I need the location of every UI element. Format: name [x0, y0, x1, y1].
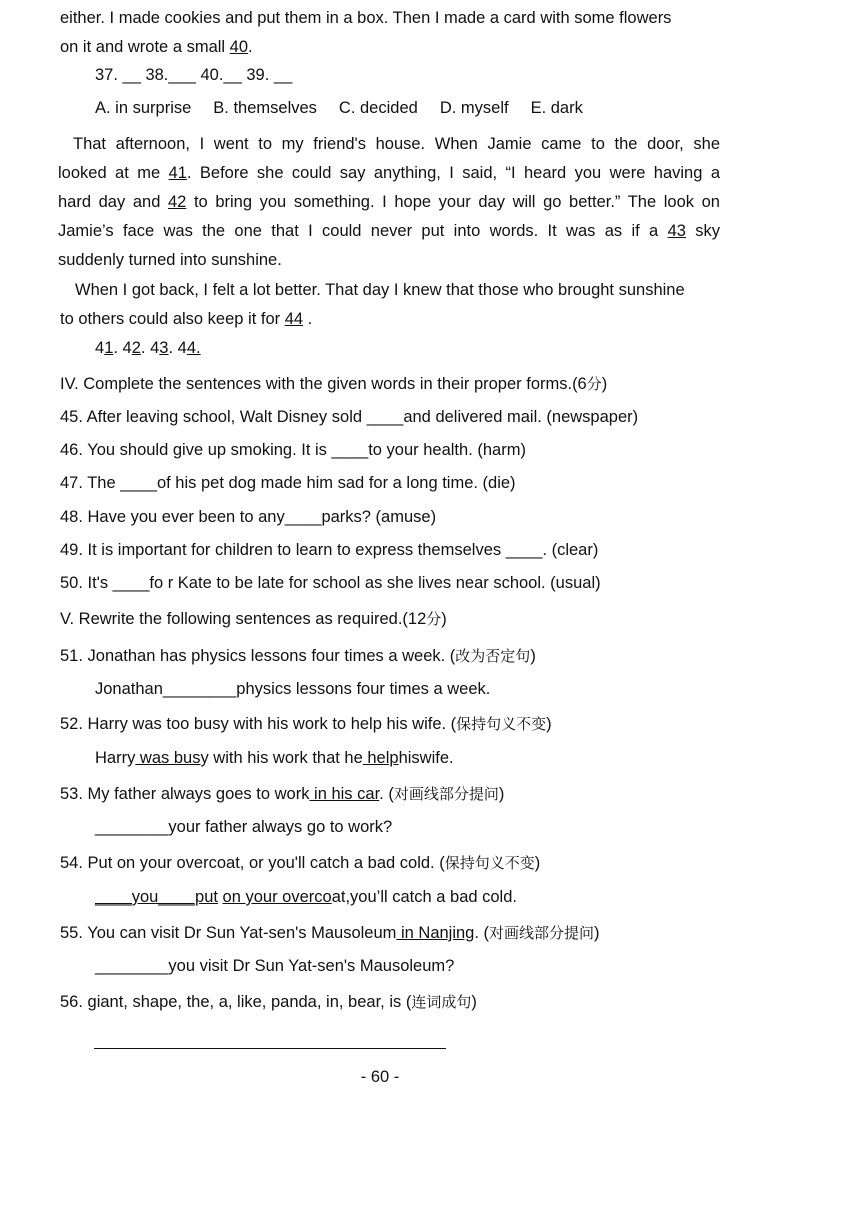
answer-line-56	[94, 1048, 446, 1049]
blank-43: 43	[667, 222, 686, 240]
option-c: C. decided	[338, 99, 418, 117]
paragraph-line: When I got back, I felt a lot better. That day I knew that those who brought sunshine	[75, 281, 685, 299]
page-number: - 60 -	[360, 1068, 400, 1086]
answer-55: ________you visit Dr Sun Yat-sen's Mausoleum?	[95, 957, 455, 975]
paragraph-line: hard day and 42 to bring you something. I hope your day will go better.” The look on	[58, 193, 720, 211]
blank-42: 42	[167, 193, 187, 211]
blank-41: 41	[168, 164, 187, 182]
option-a: A. in surprise	[95, 99, 192, 117]
answer-blanks-37-40: 37. __ 38.___ 40.__ 39. __	[95, 66, 293, 84]
question-55: 55. You can visit Dr Sun Yat-sen's Mausoleum in Nanjing. (对画线部分提问)	[60, 924, 600, 942]
option-e: E. dark	[530, 99, 583, 117]
question-50: 50. It's ____fo r Kate to be late for school as she lives near school. (usual)	[60, 574, 601, 592]
paragraph-line: That afternoon, I went to my friend's house. When Jamie came to the door, she	[73, 135, 720, 153]
answer-53: ________your father always go to work?	[95, 818, 393, 836]
text-line: on it and wrote a small 40.	[60, 38, 253, 56]
option-d: D. myself	[439, 99, 509, 117]
question-54: 54. Put on your overcoat, or you'll catch a bad cold. (保持句义不变)	[60, 854, 541, 872]
option-b: B. themselves	[213, 99, 317, 117]
answer-blanks-41-44: 41. 42. 43. 44.	[95, 339, 201, 357]
question-52: 52. Harry was too busy with his work to help his wife. (保持句义不变)	[60, 715, 552, 733]
paragraph-line: Jamie’s face was the one that I could never put into words. It was as if a 43 sky	[58, 222, 721, 240]
question-51: 51. Jonathan has physics lessons four times a week. (改为否定句)	[60, 647, 536, 665]
paragraph-line: looked at me 41. Before she could say anything, I said, “I heard you were having a	[58, 164, 720, 182]
options-row	[95, 99, 605, 118]
question-49: 49. It is important for children to learn to express themselves ____. (clear)	[60, 541, 599, 559]
question-56: 56. giant, shape, the, a, like, panda, in, bear, is (连词成句)	[60, 993, 477, 1011]
blank-44: 44	[284, 310, 304, 328]
section-v-heading: V. Rewrite the following sentences as required.(12分)	[60, 610, 447, 628]
answer-52: Harry was busy with his work that he helphiswife.	[95, 749, 454, 767]
answer-54: ____you____put on your overcoat,you’ll catch a bad cold.	[95, 888, 517, 906]
question-47: 47. The ____of his pet dog made him sad for a long time. (die)	[60, 474, 516, 492]
question-53: 53. My father always goes to work in his car. (对画线部分提问)	[60, 785, 505, 803]
question-48: 48. Have you ever been to any____parks? (amuse)	[60, 508, 437, 526]
paragraph-line: suddenly turned into sunshine.	[58, 251, 282, 269]
blank-40: 40	[229, 38, 249, 56]
answer-51: Jonathan________physics lessons four times a week.	[95, 680, 491, 698]
question-45: 45. After leaving school, Walt Disney sold ____and delivered mail. (newspaper)	[60, 408, 639, 426]
question-46: 46. You should give up smoking. It is ____to your health. (harm)	[60, 441, 526, 459]
section-iv-heading: IV. Complete the sentences with the given words in their proper forms.(6分)	[60, 375, 608, 393]
text-line: either. I made cookies and put them in a box. Then I made a card with some flowers	[60, 9, 672, 27]
paragraph-line: to others could also keep it for 44 .	[60, 310, 313, 328]
